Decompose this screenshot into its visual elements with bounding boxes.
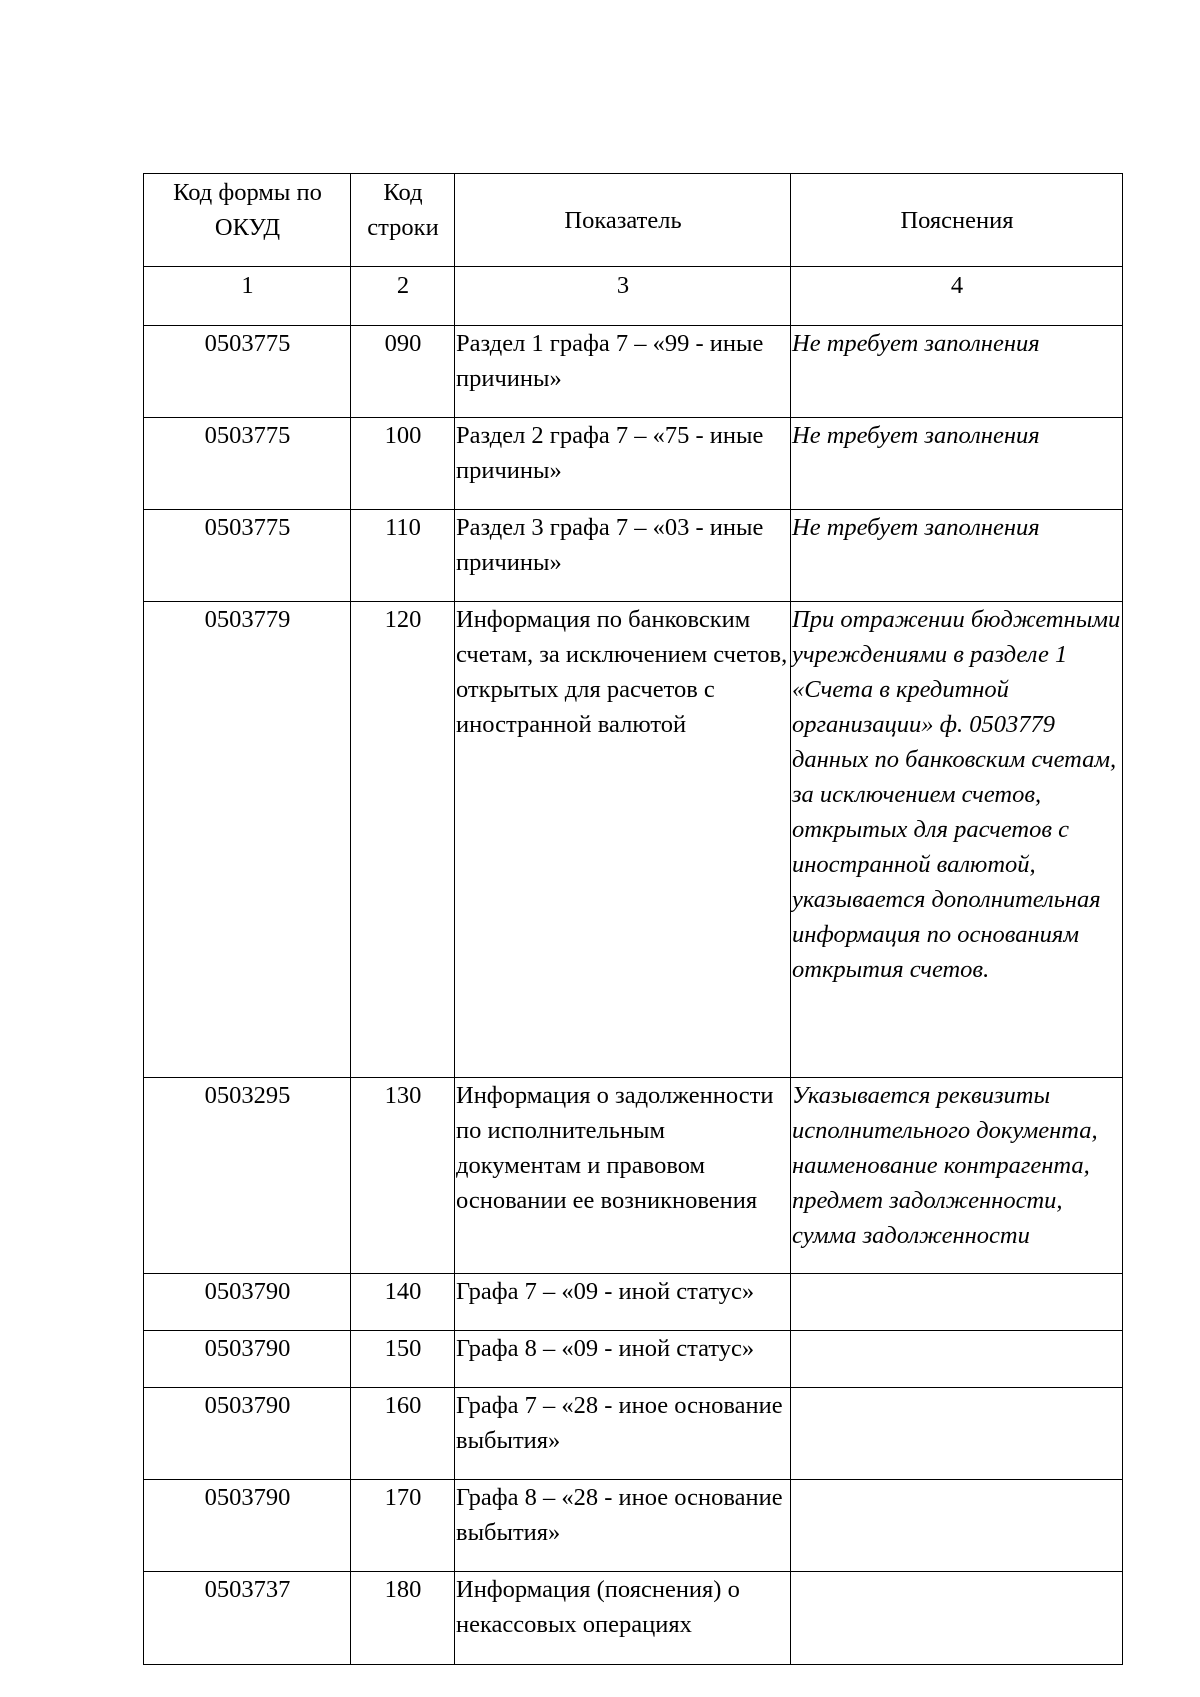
indicator-cell: Информация (пояснения) о некассовых операциях <box>455 1572 791 1665</box>
okud-code-cell: 0503775 <box>144 326 351 418</box>
table-row <box>144 1388 1123 1480</box>
explanation-cell <box>791 1274 1123 1331</box>
column-number: 1 <box>144 267 351 326</box>
explanation-cell: Не требует заполнения <box>791 418 1123 510</box>
okud-code-cell: 0503295 <box>144 1078 351 1274</box>
line-code-cell: 110 <box>351 510 455 602</box>
indicator-cell: Графа 7 – «09 - иной статус» <box>455 1274 791 1331</box>
table-row <box>144 1078 1123 1274</box>
okud-code-cell: 0503737 <box>144 1572 351 1665</box>
line-code-cell: 180 <box>351 1572 455 1665</box>
explanation-cell: Не требует заполнения <box>791 510 1123 602</box>
okud-code-cell: 0503775 <box>144 510 351 602</box>
column-number: 4 <box>791 267 1123 326</box>
header-row <box>144 174 1123 267</box>
table-row <box>144 1331 1123 1388</box>
explanation-cell <box>791 1480 1123 1572</box>
okud-code-cell: 0503790 <box>144 1274 351 1331</box>
header-okud-code: Код формы по ОКУД <box>144 174 351 267</box>
okud-code-cell: 0503779 <box>144 602 351 1078</box>
okud-code-cell: 0503790 <box>144 1480 351 1572</box>
explanation-cell: Не требует заполнения <box>791 326 1123 418</box>
explanation-cell <box>791 1331 1123 1388</box>
column-number: 2 <box>351 267 455 326</box>
header-indicator: Показатель <box>455 174 791 267</box>
okud-code-cell: 0503775 <box>144 418 351 510</box>
line-code-cell: 100 <box>351 418 455 510</box>
explanation-cell <box>791 1572 1123 1665</box>
indicator-cell: Информация по банковским счетам, за исключением счетов, открытых для расчетов с иностранной валютой <box>455 602 791 1078</box>
explanation-cell: Указывается реквизиты исполнительного документа, наименование контрагента, предмет задолженности, сумма задолженности <box>791 1078 1123 1274</box>
indicator-cell: Информация о задолженности по исполнительным документам и правовом основании ее возникновения <box>455 1078 791 1274</box>
indicator-cell: Раздел 3 графа 7 – «03 - иные причины» <box>455 510 791 602</box>
header-line-code: Код строки <box>351 174 455 267</box>
explanation-cell: При отражении бюджетными учреждениями в разделе 1 «Счета в кредитной организации» ф. 0503779 данных по банковским счетам, за исключением счетов, открытых для расчетов с иностранной валютой, указывается дополнительная информация по основаниям открытия счетов. <box>791 602 1123 1078</box>
line-code-cell: 170 <box>351 1480 455 1572</box>
okud-code-cell: 0503790 <box>144 1331 351 1388</box>
line-code-cell: 160 <box>351 1388 455 1480</box>
column-number-row <box>144 267 1123 326</box>
table-row <box>144 1274 1123 1331</box>
table-row <box>144 1572 1123 1665</box>
table-row <box>144 510 1123 602</box>
indicator-cell: Графа 7 – «28 - иное основание выбытия» <box>455 1388 791 1480</box>
indicator-cell: Графа 8 – «09 - иной статус» <box>455 1331 791 1388</box>
table-row <box>144 326 1123 418</box>
line-code-cell: 120 <box>351 602 455 1078</box>
indicator-cell: Раздел 2 графа 7 – «75 - иные причины» <box>455 418 791 510</box>
line-code-cell: 130 <box>351 1078 455 1274</box>
table-row <box>144 602 1123 1078</box>
line-code-cell: 140 <box>351 1274 455 1331</box>
indicator-cell: Графа 8 – «28 - иное основание выбытия» <box>455 1480 791 1572</box>
indicator-cell: Раздел 1 графа 7 – «99 - иные причины» <box>455 326 791 418</box>
column-number: 3 <box>455 267 791 326</box>
explanations-table <box>143 173 1123 1665</box>
table-row <box>144 1480 1123 1572</box>
okud-code-cell: 0503790 <box>144 1388 351 1480</box>
header-explanations: Пояснения <box>791 174 1123 267</box>
line-code-cell: 150 <box>351 1331 455 1388</box>
line-code-cell: 090 <box>351 326 455 418</box>
explanation-cell <box>791 1388 1123 1480</box>
table-row <box>144 418 1123 510</box>
